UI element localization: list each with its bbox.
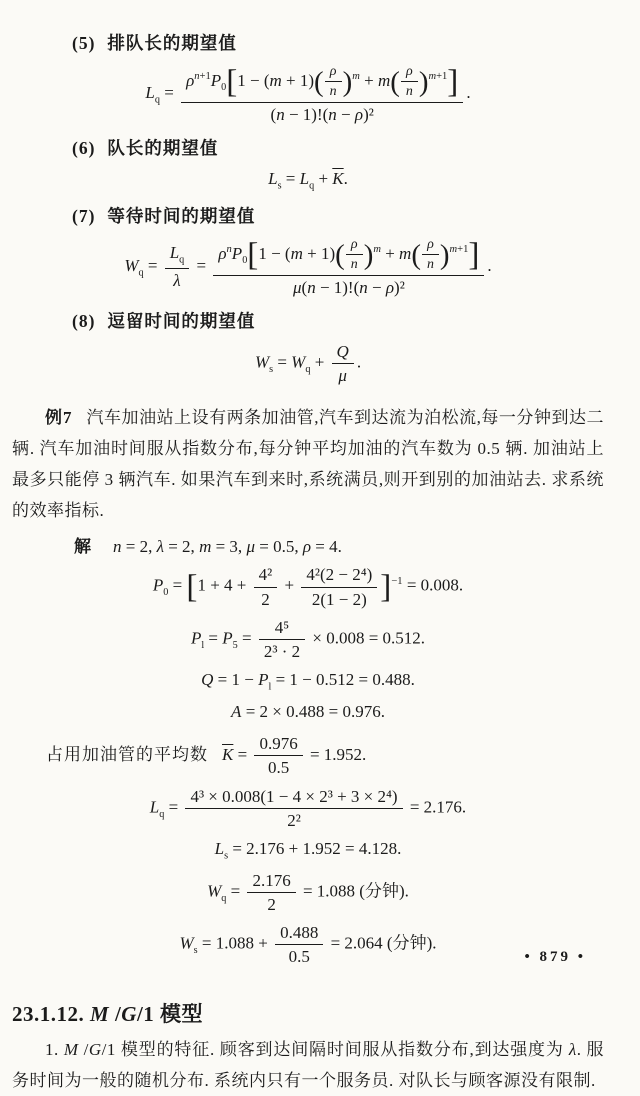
item-7-heading <box>72 203 604 228</box>
step-q: $Q = 1 - P_l = 1 - 0.512 = 0.488$. <box>201 670 415 693</box>
item-5-number: (5) <box>72 33 96 53</box>
step-ws-value: $W_s = 1.088$ + $\frac{0.488}{0.5}$ = 2.064 (分钟). <box>179 923 437 967</box>
section-system-length-expectation <box>12 135 604 193</box>
item-6-heading <box>72 135 604 160</box>
kbar-label: 占用加油管的平均数 <box>46 744 208 764</box>
page-footer <box>524 949 586 966</box>
item-8-heading <box>72 308 604 333</box>
kbar-formula: $\overline{K}$ = $\frac{0.976}{0.5}$ = 1.952. <box>222 734 367 778</box>
step-ls-value: $L_s = 2.176 + 1.952 = 4.128$. <box>214 839 402 862</box>
formula-ls-general: $L_s = L_q + \overline{K}$. <box>268 169 348 192</box>
item-8-number: (8) <box>72 310 96 331</box>
step-lq-value: $L_q$ = $\frac{\text{4³ × 0.008(1 − 4 × 2³ + 3 × 2⁴)}}{\text{2²}}$ = 2.176. <box>149 786 467 830</box>
section-heading-mg1: 23.1.12. M /G/1 模型 <box>12 1001 204 1026</box>
step-p0: $P_0 = [1 + 4$ + $\frac{\text{4²}}{2}$ + $\frac{\text{4²(2 − 2⁴)}}{2(1 - 2)}$ ]$^{-1}$ = 0.008. <box>152 565 464 609</box>
solution-given-values: n = 2, λ = 2, m = 3, μ = 0.5, ρ = 4. <box>113 537 342 557</box>
step-loss-probability: $P_l = P_5$ = $\frac{\text{4⁵}}{\text{2³ · 2}}$ × 0.008 = 0.512. <box>190 617 426 662</box>
page-number: • 879 • <box>524 949 586 965</box>
section-sojourn-time-expectation <box>12 308 604 387</box>
example-7-label: 例7 <box>45 408 73 428</box>
mg1-characteristics-paragraph: 1. M /G/1 模型的特征. 顾客到达间隔时间服从指数分布,到达强度为 λ. 服务时间为一般的随机分布. 系统内只有一个服务员. 对队长与顾客源没有限制. <box>12 1039 605 1090</box>
example-7-text: 汽车加油站上设有两条加油管,汽车到达流为泊松流,每一分钟到达二辆. 汽车加油时间服从指数分布,每分钟平均加油的汽车数为 0.5 辆. 加油站上最多只能停 3 辆汽车. 如果汽车到来时,系统满员,则开到别的加油站去. 求系统的效率指标. <box>12 408 604 521</box>
step-wq-value: $W_q$ = $\frac{2.176}{2}$ = 1.088 (分钟). <box>207 870 409 914</box>
formula-lq-general: $L_q$ = $\rho^{n+1}P_0[1 - (m + 1)$( $\frac{\rho}{n}$ )$^m$ + m( $\frac{\rho}{n}$ )$^{m+1}$] (n − 1)!(n − ρ)² . <box>145 63 471 124</box>
step-a: A = 2 × 0.488 = 0.976. <box>231 701 385 721</box>
section-queue-length-expectation <box>12 30 604 125</box>
example-7-paragraph <box>12 402 604 526</box>
item-5-heading <box>72 30 604 55</box>
item-7-number: (7) <box>72 205 96 226</box>
kbar-line <box>46 733 604 779</box>
solution-label: 解 <box>74 537 91 557</box>
item-8-title: 逗留时间的期望值 <box>107 310 256 331</box>
solution-given-line <box>74 532 604 557</box>
item-5-title: 排队长的期望值 <box>107 33 237 53</box>
section-wait-time-expectation <box>12 203 604 298</box>
item-7-title: 等待时间的期望值 <box>107 205 256 226</box>
formula-wq-general: $W_q$ = $\frac{L_q}{\lambda}$ = $\rho^nP_0[1 - (m + 1)$( $\frac{\rho}{n}$ )$^m$ + m( $\frac{\rho}{n}$ )$^{m+1}$] μ(n − 1)!(n − ρ)² . <box>124 235 492 297</box>
item-6-number: (6) <box>72 138 96 159</box>
formula-ws-general: $W_s = W_q$ + $\frac{Q}{\mu}$ . <box>254 341 362 386</box>
item-6-title: 队长的期望值 <box>107 138 219 159</box>
